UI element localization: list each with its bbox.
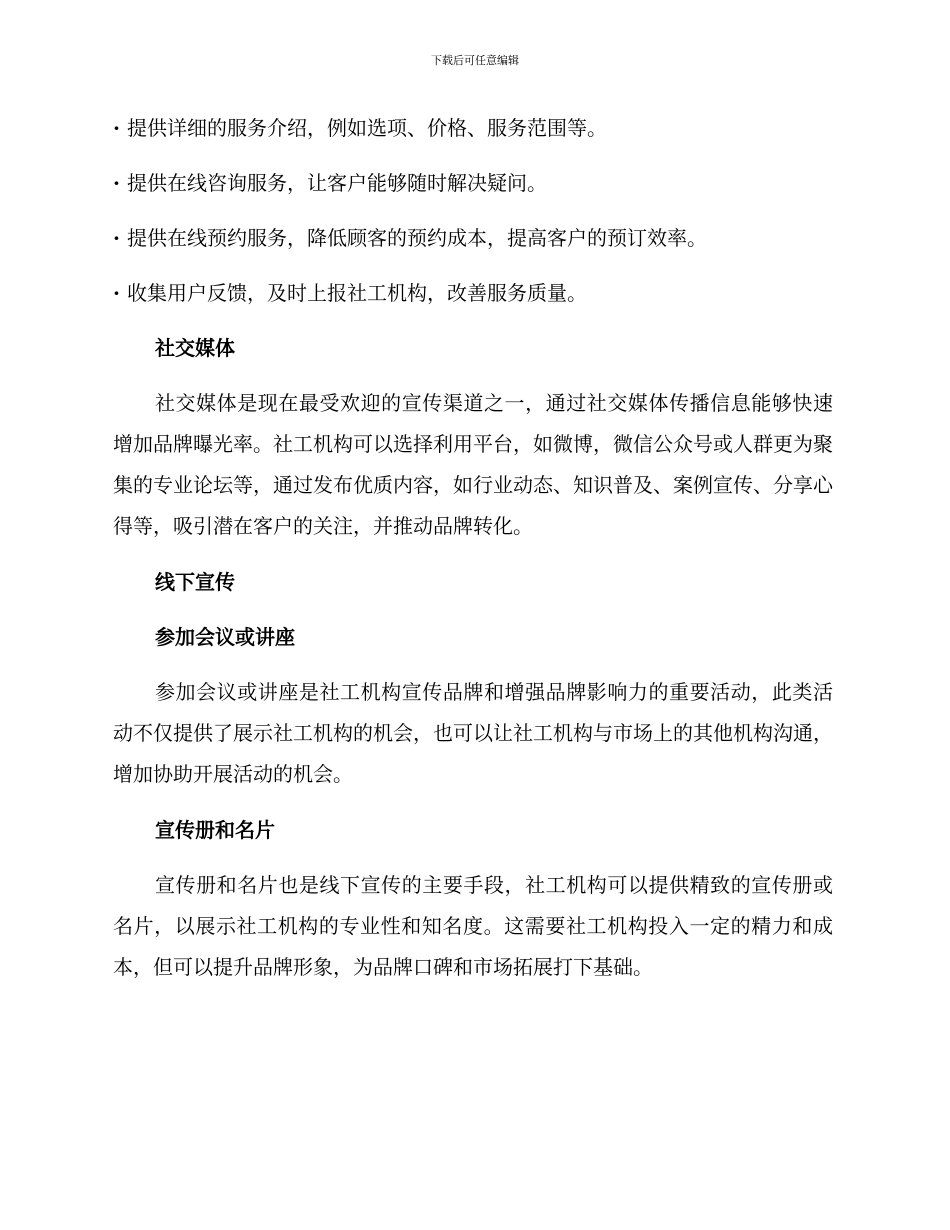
paragraph-social-media: 社交媒体是现在最受欢迎的宣传渠道之一，通过社交媒体传播信息能够快速增加品牌曝光率。社工机构可以选择利用平台，如微博，微信公众号或人群更为聚集的专业论坛等，通过发布优质内容，如行业动态、知识普及、案例宣传、分享心得等，吸引潜在客户的关注，并推动品牌转化。 (113, 391, 833, 538)
section-heading-brochures: 宣传册和名片 (155, 818, 275, 842)
bullet-marker: · (113, 171, 120, 195)
paragraph-brochures: 宣传册和名片也是线下宣传的主要手段，社工机构可以提供精致的宣传册或名片，以展示社工机构的专业性和知名度。这需要社工机构投入一定的精力和成本，但可以提升品牌形象，为品牌口碑和市场拓展打下基础。 (113, 873, 833, 979)
section-heading-offline: 线下宣传 (155, 570, 235, 594)
bullet-text: 提供在线预约服务，降低顾客的预约成本，提高客户的预订效率。 (127, 226, 707, 250)
section-heading-social-media: 社交媒体 (155, 336, 235, 360)
bullet-item (113, 218, 833, 258)
bullet-text: 提供详细的服务介绍，例如选项、价格、服务范围等。 (127, 116, 607, 140)
section-heading-meetings: 参加会议或讲座 (155, 625, 295, 649)
document-body (113, 108, 833, 1003)
bullet-text: 收集用户反馈，及时上报社工机构，改善服务质量。 (127, 281, 587, 305)
bullet-marker: · (113, 116, 120, 140)
bullet-item (113, 273, 833, 313)
bullet-marker: · (113, 226, 120, 250)
bullet-text: 提供在线咨询服务，让客户能够随时解决疑问。 (127, 171, 547, 195)
bullet-marker: · (113, 281, 120, 305)
bullet-item (113, 163, 833, 203)
bullet-item (113, 108, 833, 148)
page-header-note: 下载后可任意编辑 (431, 54, 519, 67)
paragraph-meetings: 参加会议或讲座是社工机构宣传品牌和增强品牌影响力的重要活动，此类活动不仅提供了展示社工机构的机会，也可以让社工机构与市场上的其他机构沟通，增加协助开展活动的机会。 (113, 680, 833, 786)
